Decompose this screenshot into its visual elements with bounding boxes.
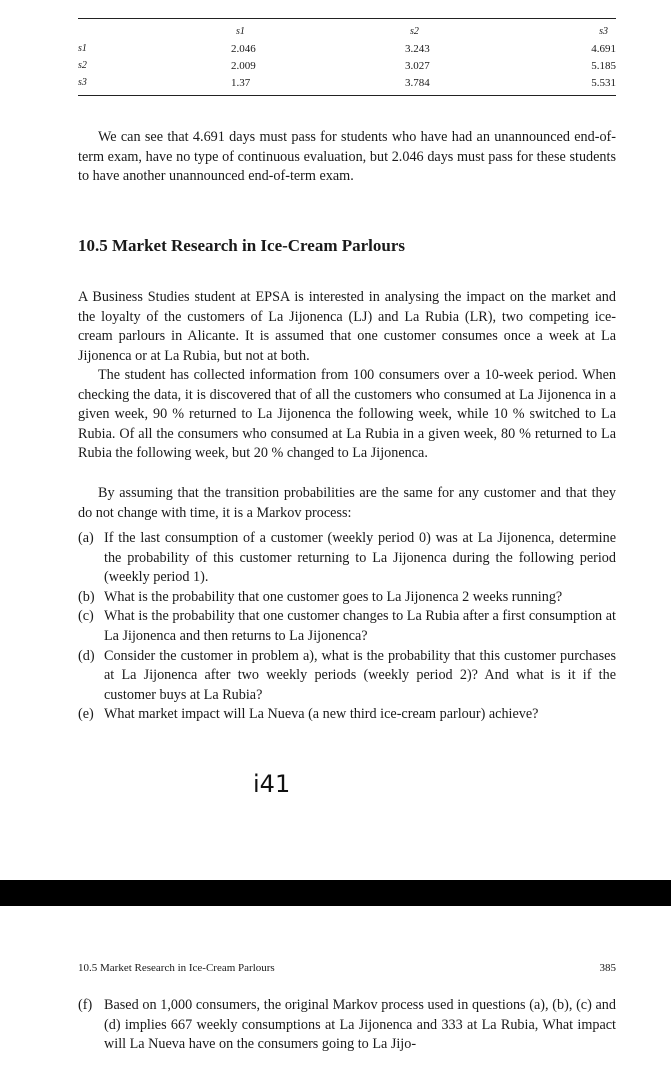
list-item [78,588,616,608]
table-header-row [78,25,616,42]
running-head [78,962,616,974]
question-text: What market impact will La Nueva (a new third ice-cream parlour) achieve? [104,706,539,723]
table-row-label: s3 [78,77,87,88]
table-row-label: s2 [78,60,87,71]
table-row [78,59,616,76]
section-heading: 10.5 Market Research in Ice-Cream Parlours [78,236,406,255]
question-list-continued [78,996,616,1055]
table-header-cell: s1 [236,26,245,37]
page-number: 385 [599,962,616,974]
results-table [78,18,616,96]
question-marker: (c) [78,608,94,625]
table-cell: 3.027 [405,60,430,72]
table-header-cell: s2 [410,26,419,37]
question-marker: (d) [78,647,95,664]
question-text: What is the probability that one customer changes to La Rubia after a first consumption at La Jijonenca and then returns to La Jijonenca? [104,608,616,644]
intro-paragraph: We can see that 4.691 days must pass for students who have had an unannounced end-of-term exam, have no type of continuous evaluation, but 2.046 days must pass for these students to have another unannounced end-of-term exam. [78,129,616,185]
question-marker: (f) [78,997,93,1013]
list-item [78,529,616,588]
table-cell: 2.046 [231,43,256,55]
table-row [78,42,616,59]
table-cell: 2.009 [231,60,256,72]
screen-page-number: i41 [253,770,291,798]
question-text: If the last consumption of a customer (weekly period 0) was at La Jijonenca, determine the probability of this customer returning to La Jijonenca during the following period (weekly period 1). [104,530,616,586]
list-item [78,705,616,725]
question-marker: (e) [78,706,94,723]
running-head-title: 10.5 Market Research in Ice-Cream Parlours [78,962,275,974]
body-paragraph: By assuming that the transition probabilities are the same for any customer and that they do not change with time, it is a Markov process: [78,485,616,521]
question-text: Based on 1,000 consumers, the original Markov process used in questions (a), (b), (c) and (d) implies 667 weekly consumptions at La Jijonenca and 333 at La Rubia, What impact will La Nueva have on the consumers going to La Jijo- [104,997,616,1053]
list-item [78,647,616,706]
table-cell: 3.784 [405,77,430,89]
question-marker: (b) [78,588,95,605]
body-paragraph: A Business Studies student at EPSA is interested in analysing the impact on the market and the loyalty of the customers of La Jijonenca (LJ) and La Rubia (LR), two competing ice-cream parlours in Alicante. It is assumed that one customer consumes once a week at La Jijonenca or at La Rubia, but not at both. [78,289,616,364]
list-item [78,607,616,646]
body-paragraph: The student has collected information from 100 consumers over a 10-week period. When checking the data, it is discovered that of all the customers who consumed at La Jijonenca in a given week, 90 % returned to La Jijonenca the following week, while 10 % switched to La Rubia. Of all the consumers who consumed at La Rubia in a given week, 80 % returned to La Rubia the following week, but 20 % changed to La Jijonenca. [78,367,616,462]
page-divider [0,880,671,906]
list-item [78,996,616,1055]
table-cell: 3.243 [405,43,430,55]
table-row [78,76,616,93]
table-row-label: s1 [78,43,87,54]
table-header-cell: s3 [599,26,608,37]
table-cell: 1.37 [231,77,251,89]
question-list [78,529,616,725]
question-text: Consider the customer in problem a), what is the probability that this customer purchases at La Jijonenca after two weekly periods (weekly period 2)? And what is it if the customer buys at La Rubia? [104,647,616,703]
question-marker: (a) [78,530,94,546]
table-cell: 5.531 [591,77,616,89]
table-bottom-rule [78,95,616,96]
table-top-rule [78,18,616,19]
question-text: What is the probability that one customer goes to La Jijonenca 2 weeks running? [104,588,563,605]
table-cell: 5.185 [591,60,616,72]
table-cell: 4.691 [591,43,616,55]
